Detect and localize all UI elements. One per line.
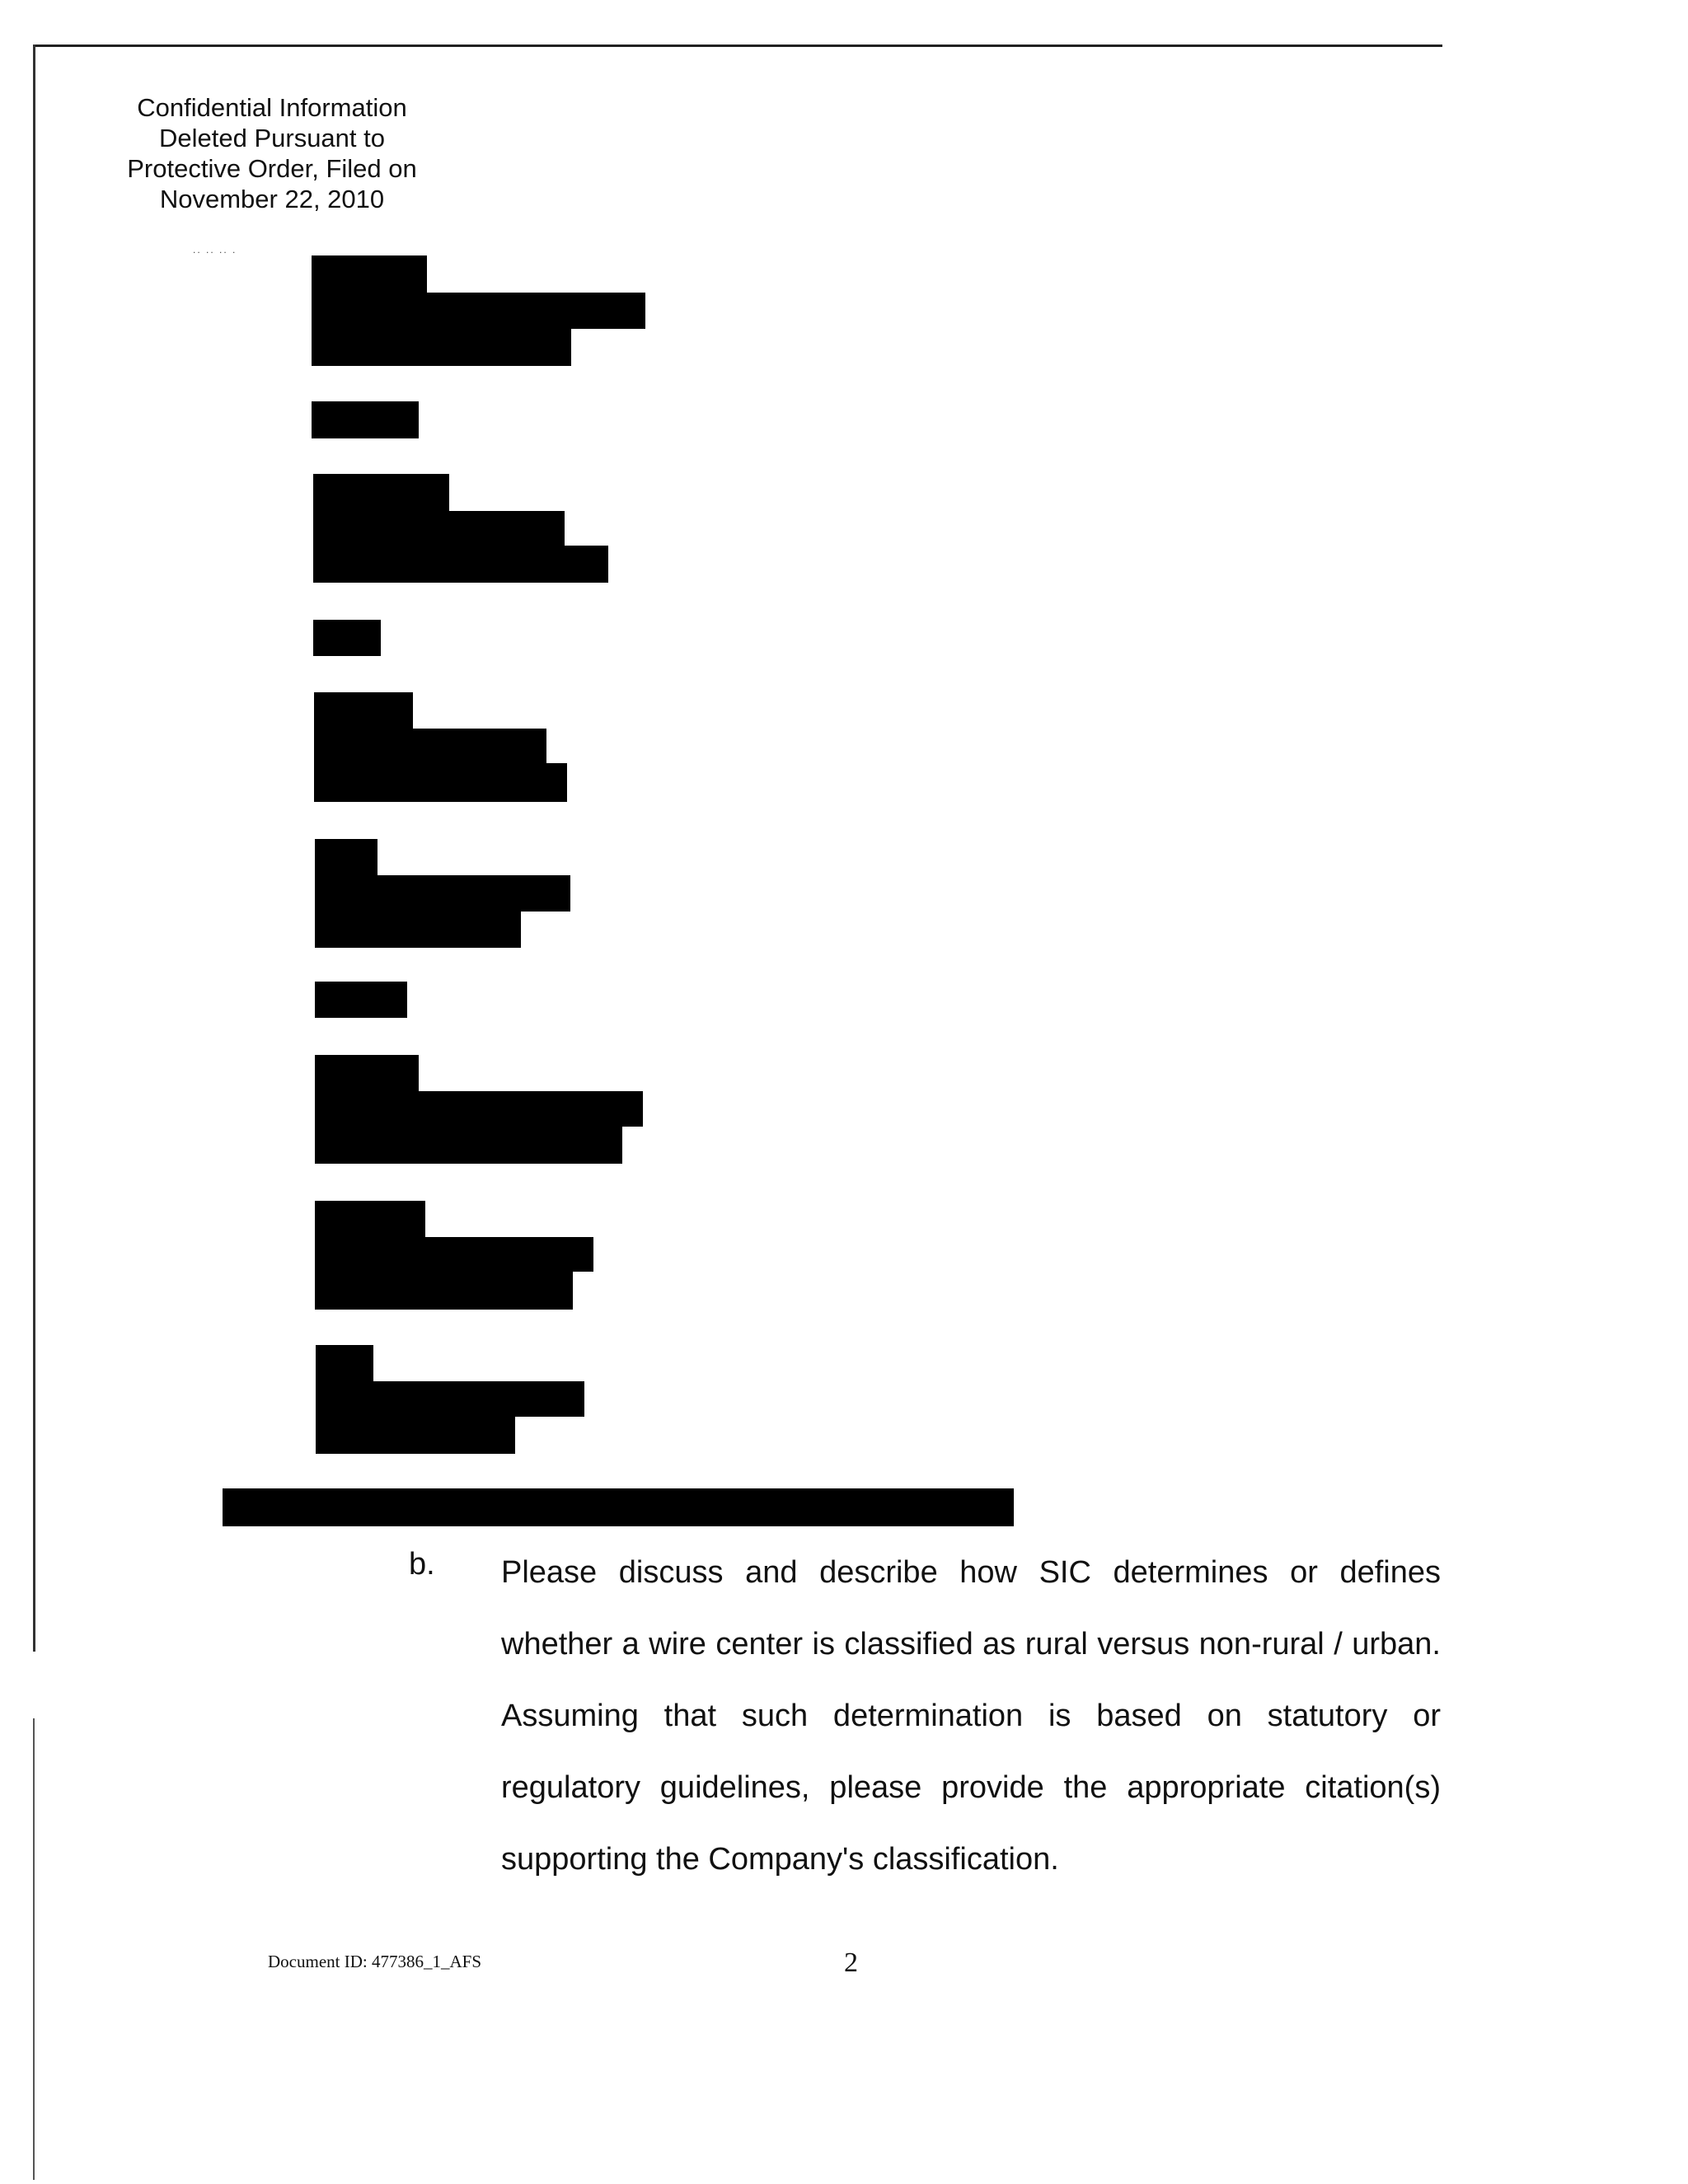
- page-border-left: [33, 45, 35, 1652]
- scan-marks: .. .. .. .: [193, 244, 237, 255]
- confidentiality-line-1: Confidential Information: [137, 93, 407, 122]
- page-border-left-lower: [33, 1718, 35, 2180]
- page-number: 2: [844, 1947, 858, 1978]
- question-b-label: b.: [409, 1547, 435, 1582]
- document-id: Document ID: 477386_1_AFS: [268, 1952, 481, 1971]
- confidentiality-line-4: November 22, 2010: [159, 185, 385, 213]
- question-b-paragraph: Please discuss and describe how SIC determines or defines whether a wire center is classified as rural versus non-rural / urban. Assuming that such determination is based on statutory or regulatory guidelines, please provide the appropriate citation(s) supporting the Company's classification.: [501, 1555, 1441, 1877]
- confidentiality-line-2: Deleted Pursuant to: [158, 124, 385, 152]
- page-border-top: [33, 45, 1442, 47]
- confidentiality-notice: [115, 92, 429, 214]
- question-b-text: [501, 1537, 1441, 1896]
- confidentiality-line-3: Protective Order, Filed on: [127, 154, 417, 183]
